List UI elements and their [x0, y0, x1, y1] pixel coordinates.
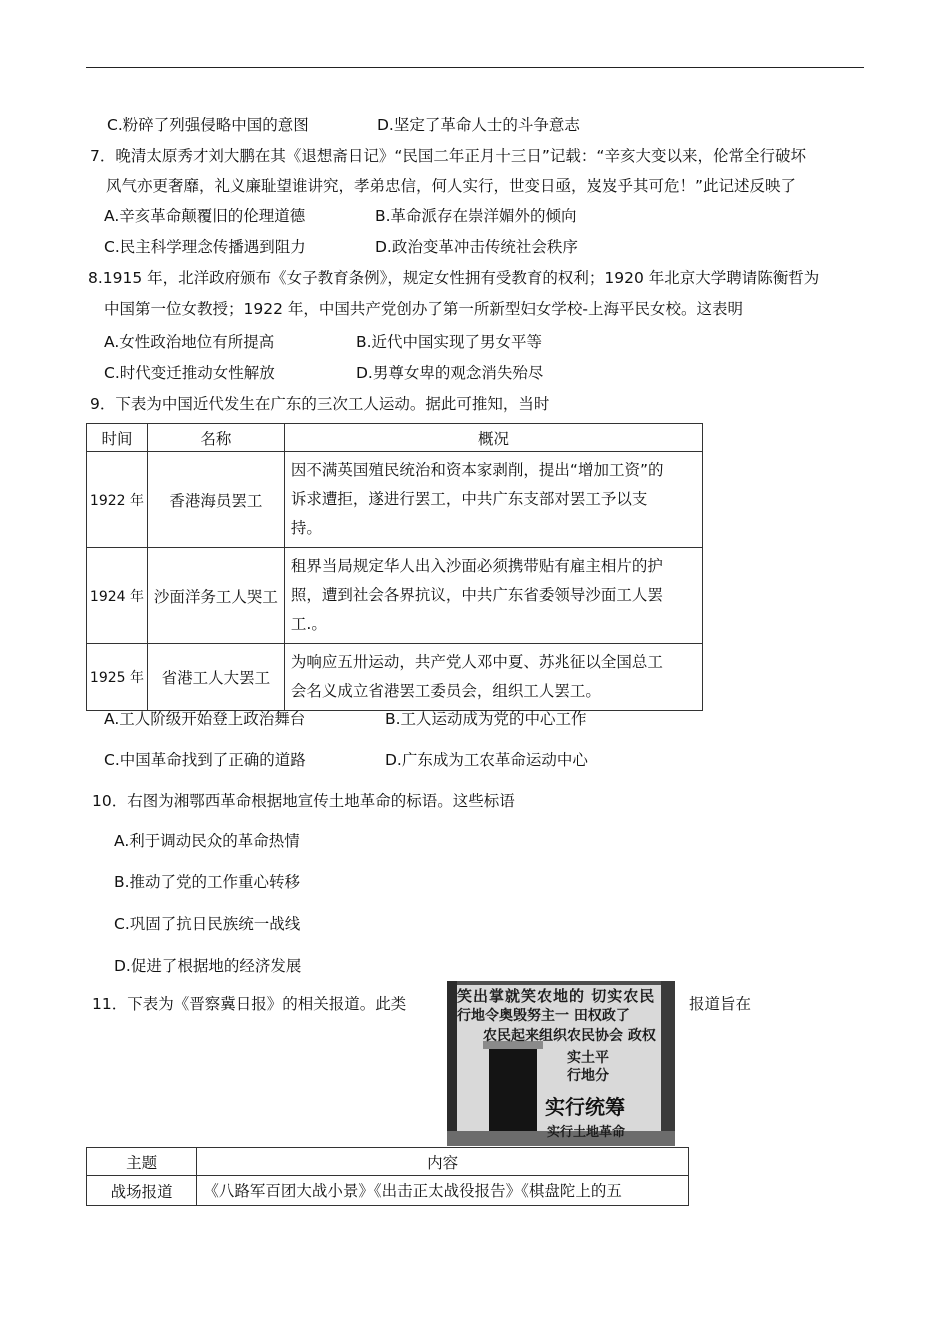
q11-header-content: 内容 [197, 1148, 689, 1176]
q10-option-a[interactable]: A.利于调动民众的革命热情 [114, 832, 300, 850]
slogan-text-bottom: 实行土地革命 [547, 1125, 626, 1140]
q11-header-topic: 主题 [87, 1148, 197, 1176]
q8-stem-line1: 8.1915 年，北洋政府颁布《女子教育条例》，规定女性拥有受教育的权利；1920 年北京大学聘请陈衡哲为 [88, 269, 820, 287]
table-row [87, 644, 703, 711]
q9-row3-name: 省港工人大罢工 [147, 644, 284, 711]
q7-stem-line1: 7．晚清太原秀才刘大鹏在其《退想斋日记》“民国二年正月十三日”记载：“辛亥大变以来，伦常全行破坏 [90, 147, 806, 165]
slogan-text-row3: 农民起来组织农民协会 政权 [483, 1028, 656, 1044]
q11-row-topic: 战场报道 [87, 1176, 197, 1206]
q9-row3-year: 1925 年 [87, 644, 148, 711]
summary-line: 诉求遭拒，遂进行罢工，中共广东支部对罢工予以支 [290, 490, 648, 508]
q11-row-content: 《八路军百团大战小景》《出击正太战役报告》《棋盘陀上的五 [197, 1176, 689, 1206]
slogan-wall-photo [447, 981, 675, 1146]
header-rule [86, 67, 864, 68]
q11-stem-left: 11．下表为《晋察冀日报》的相关报道。此类 [92, 995, 407, 1013]
q9-table [86, 423, 703, 711]
q9-row1-year: 1922 年 [87, 452, 148, 548]
q9-option-a[interactable]: A.工人阶级开始登上政治舞台 [104, 710, 306, 728]
table-row [87, 452, 703, 548]
q9-option-d[interactable]: D.广东成为工农革命运动中心 [385, 751, 588, 769]
summary-line: 租界当局规定华人出入沙面必须携带贴有雇主相片的护 [290, 557, 663, 575]
summary-line: 照，遭到社会各界抗议，中共广东省委领导沙面工人罢 [290, 586, 663, 604]
q7-stem-line2: 风气亦更奢靡，礼义廉耻望谁讲究，孝弟忠信，何人实行，世变日亟，岌岌乎其可危！”此记述反映了 [106, 177, 797, 195]
q10-stem: 10．右图为湘鄂西革命根据地宣传土地革命的标语。这些标语 [92, 792, 515, 810]
slogan-text-big: 实行统筹 [545, 1095, 625, 1119]
q6-option-d[interactable]: D.坚定了革命人士的斗争意志 [377, 116, 580, 134]
q8-option-b[interactable]: B.近代中国实现了男女平等 [356, 333, 543, 351]
q9-stem: 9．下表为中国近代发生在广东的三次工人运动。据此可推知，当时 [90, 395, 550, 413]
slogan-text-top: 笑出掌就笑农地的 切实农民 [457, 987, 656, 1005]
q8-option-a[interactable]: A.女性政治地位有所提高 [104, 333, 275, 351]
q8-option-d[interactable]: D.男尊女卑的观念消失殆尽 [356, 364, 544, 382]
q10-option-c[interactable]: C.巩固了抗日民族统一战线 [114, 915, 301, 933]
summary-line: 因不满英国殖民统治和资本家剥削，提出“增加工资”的 [290, 461, 664, 479]
q7-option-c[interactable]: C.民主科学理念传播遇到阻力 [104, 238, 306, 256]
q10-option-b[interactable]: B.推动了党的工作重心转移 [114, 873, 301, 891]
q7-option-a[interactable]: A.辛亥革命颠覆旧的伦理道德 [104, 207, 306, 225]
q9-row2-name: 沙面洋务工人哭工 [147, 548, 284, 644]
q11-stem-right: 报道旨在 [689, 995, 752, 1013]
summary-line: 持。 [290, 519, 322, 537]
q10-option-d[interactable]: D.促进了根据地的经济发展 [114, 957, 302, 975]
q9-header-time: 时间 [87, 424, 148, 452]
q9-option-b[interactable]: B.工人运动成为党的中心工作 [385, 710, 587, 728]
q9-row1-name: 香港海员罢工 [147, 452, 284, 548]
q9-row1-summary [284, 452, 702, 548]
summary-line: 会名义成立省港罢工委员会，组织工人罢工。 [290, 682, 601, 700]
summary-line: 为响应五卅运动，共产党人邓中夏、苏兆征以全国总工 [290, 653, 663, 671]
q9-header-name: 名称 [147, 424, 284, 452]
slogan-text-mid2: 行地分 [567, 1068, 609, 1084]
q7-option-d[interactable]: D.政治变革冲击传统社会秩序 [375, 238, 578, 256]
slogan-text-mid1: 实土平 [567, 1050, 609, 1066]
slogan-text-row2: 行地令奥毁努主一 田权政了 [457, 1008, 630, 1024]
q9-row3-summary [284, 644, 702, 711]
q6-option-c[interactable]: C.粉碎了列强侵略中国的意图 [107, 116, 309, 134]
q7-option-b[interactable]: B.革命派存在崇洋媚外的倾向 [375, 207, 577, 225]
q9-header-summary: 概况 [284, 424, 702, 452]
q8-option-c[interactable]: C.时代变迁推动女性解放 [104, 364, 275, 382]
q9-row2-summary [284, 548, 702, 644]
q9-option-c[interactable]: C.中国革命找到了正确的道路 [104, 751, 306, 769]
table-row [87, 1176, 689, 1206]
summary-line: 工.。 [290, 615, 327, 633]
table-row [87, 548, 703, 644]
q11-table [86, 1147, 689, 1206]
q8-stem-line2: 中国第一位女教授；1922 年，中国共产党创办了第一所新型妇女学校-上海平民女校。这表明 [104, 300, 743, 318]
q9-row2-year: 1924 年 [87, 548, 148, 644]
